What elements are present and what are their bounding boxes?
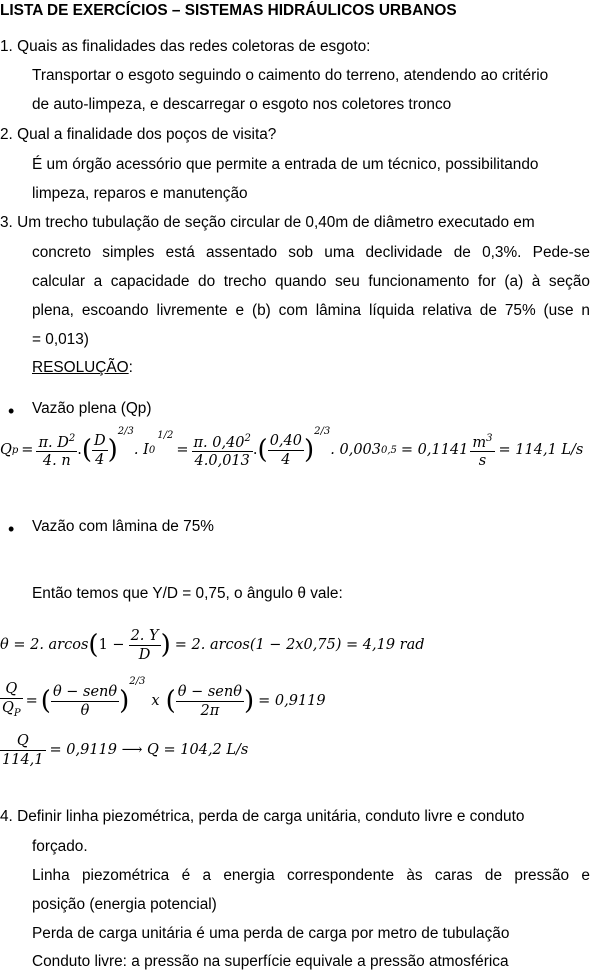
eq3-x: x — [151, 693, 160, 709]
eq1-unit-den: s — [478, 453, 487, 470]
eq3-f2-den: 2π — [200, 702, 220, 719]
question-2: 2. Qual a finalidade dos poços de visita? — [0, 126, 277, 143]
eq1-f3-den: 4.0,013 — [194, 453, 250, 470]
eq1-exp2: 2 — [314, 426, 321, 437]
answer-1-line-1: Transportar o esgoto seguindo o caimento do terreno, atendendo ao critério — [32, 67, 549, 84]
question-4-line-2: forçado. — [32, 838, 88, 855]
eq1-f4-num: 0,40 — [269, 432, 302, 449]
eq3-fraction-1 — [51, 683, 119, 720]
eq1-tail1: . 0,003 — [330, 442, 381, 458]
answer-2-line-2: limpeza, reparos e manutenção — [32, 185, 248, 202]
resolucao-label: RESOLUÇÃO — [32, 359, 129, 376]
eq2-rhs: = 2. arcos(1 − 2x0,75) = 4,19 rad — [174, 637, 425, 653]
eq1-fraction-1 — [36, 430, 77, 471]
eq1-fraction-3 — [192, 430, 253, 471]
equation-ratio: $\frac{Q}{Q_P}$ = ( $\frac{\text{θ − senθ}}{\theta}$ ) 2/3 x ( $\frac{\text{θ − senθ}}{2\pi}$ ) = 0,9119 — [0, 676, 326, 726]
eq1-lhs: Q — [0, 442, 12, 458]
answer-4-line-2: posição (energia potencial) — [32, 896, 217, 913]
resolucao-heading — [32, 359, 133, 377]
eq4-fraction — [0, 732, 46, 769]
eq3-result: = 0,9119 — [258, 693, 326, 709]
eq1-f1-num-sup: 2 — [68, 432, 76, 444]
eq2-inner-left: 1 − — [98, 637, 125, 653]
eq1-exp1-den: 3 — [127, 426, 134, 437]
answer-4-line-3: Perda de carga unitária é uma perda de carga por metro de tubulação — [32, 925, 510, 942]
page-title: LISTA DE EXERCÍCIOS – SISTEMAS HIDRÁULICOS URBANOS — [0, 2, 457, 19]
bullet-vazao-plena: Vazão plena (Qp) — [32, 400, 152, 417]
eq2-frac-den: D — [138, 646, 151, 663]
eq1-f2-num: D — [93, 432, 106, 449]
eq2-lhs: θ = 2. arcos — [0, 637, 89, 653]
answer-2-line-1: É um órgão acessório que permite a entrada de um técnico, possibilitando — [32, 156, 539, 173]
equation-flow-result — [0, 728, 248, 772]
eq3-f2-num: θ − senθ — [177, 683, 242, 700]
question-3-line-4: plena, escoando livremente e (b) com lâmina líquida relativa de 75% (use n — [32, 302, 590, 319]
eq2-fraction — [129, 627, 161, 664]
eq1-i-term: . I — [133, 442, 149, 458]
eq1-i-exp-den: 2 — [166, 430, 174, 441]
eq3-fraction-2 — [176, 683, 244, 720]
eq1-exp1: 2 — [117, 426, 125, 437]
eq4-den: 114,1 — [2, 751, 44, 768]
eq1-fraction-4 — [268, 432, 304, 469]
equation-angle: θ = 2. arcos ( 1 − $\frac{2. Y}{D}$ ) = 2. arcos(1 − 2x0,75) = 4,19 rad — [0, 627, 425, 663]
question-4-line-1: 4. Definir linha piezométrica, perda de carga unitária, conduto livre e conduto — [0, 808, 525, 825]
question-1: 1. Quais as finalidades das redes coletoras de esgoto: — [0, 38, 371, 55]
question-3-line-2: concreto simples está assentado sob uma declividade de 0,3%. Pede-se — [32, 244, 590, 261]
eq1-f4-den: 4 — [281, 451, 291, 468]
eq1-unit-num-sup: 3 — [486, 432, 493, 444]
bullet-dot-1: • — [8, 401, 15, 421]
question-3-line-3: calcular a capacidade do trecho quando seu funcionamento for (a) à seção — [32, 273, 590, 290]
eq1-f2-den: 4 — [95, 451, 105, 468]
eq1-i-exp-num: 1 — [157, 430, 164, 441]
eq1-f1-num: π. D — [38, 434, 69, 451]
question-3-line-1: 3. Um trecho tubulação de seção circular de 0,40m de diâmetro executado em — [0, 214, 535, 231]
eq1-lhs-sub: p — [11, 444, 19, 456]
answer-4-line-1: Linha piezométrica é a energia correspondente às caras de pressão e — [32, 867, 590, 884]
eq1-fraction-2 — [92, 432, 108, 469]
eq1-exp2-den: 3 — [323, 426, 331, 437]
eq1-f3-num-sup: 2 — [244, 432, 251, 444]
eq3-lhs-num: Q — [0, 680, 23, 699]
eq3-lhs-den-sub: P — [13, 707, 21, 719]
eq1-f1-den: 4. n — [42, 453, 71, 470]
eq1-unit — [470, 430, 494, 471]
eq1-tail2: = 0,1141 — [400, 442, 469, 458]
bullet-dot-2: • — [8, 519, 15, 539]
eq3-lhs-den: Q — [2, 699, 14, 716]
eq1-tail1-sup: 0,5 — [381, 444, 397, 456]
eq3-f1-den: θ — [80, 702, 90, 719]
eq1-f3-num: π. 0,40 — [193, 434, 245, 451]
eq4-rhs: = 0,9119 ⟶ Q = 104,2 L/s — [49, 742, 249, 758]
equation-full-flow: Q p = $\frac{\pi. D^2}{4. n}$ . ( $\frac{D}{4}$ ) 2/3 . I 0 1/2 = $\frac{\pi. 0,40^2}{4.0,013}$ . ( $\frac{0,40}{4}$ ) 2/3 . 0,003 0,5 = 0,1141 $\frac{m^3}{s}$ = 114,1 L/s — [0, 426, 584, 470]
eq2-frac-num: 2. Y — [130, 627, 159, 644]
question-3-line-5: = 0,013) — [32, 331, 89, 348]
resolucao-colon: : — [128, 359, 133, 376]
eq3-exp: 2 — [129, 676, 136, 687]
bullet-vazao-lamina: Vazão com lâmina de 75% — [32, 518, 214, 535]
eq3-f1-num: θ − senθ — [52, 683, 118, 700]
eq3-exp-den: 3 — [139, 676, 146, 687]
eq3-lhs-fraction — [0, 680, 23, 723]
eq4-num: Q — [0, 732, 46, 751]
eq1-result: = 114,1 L/s — [498, 442, 584, 458]
answer-4-line-4: Conduto livre: a pressão na superfície equivale a pressão atmosférica — [32, 953, 509, 970]
answer-1-line-2: de auto-limpeza, e descarregar o esgoto nos coletores tronco — [32, 96, 452, 113]
angle-intro: Então temos que Y/D = 0,75, o ângulo θ vale: — [32, 585, 343, 602]
eq1-unit-num: m — [472, 434, 487, 451]
eq1-i-sub: 0 — [148, 444, 156, 456]
